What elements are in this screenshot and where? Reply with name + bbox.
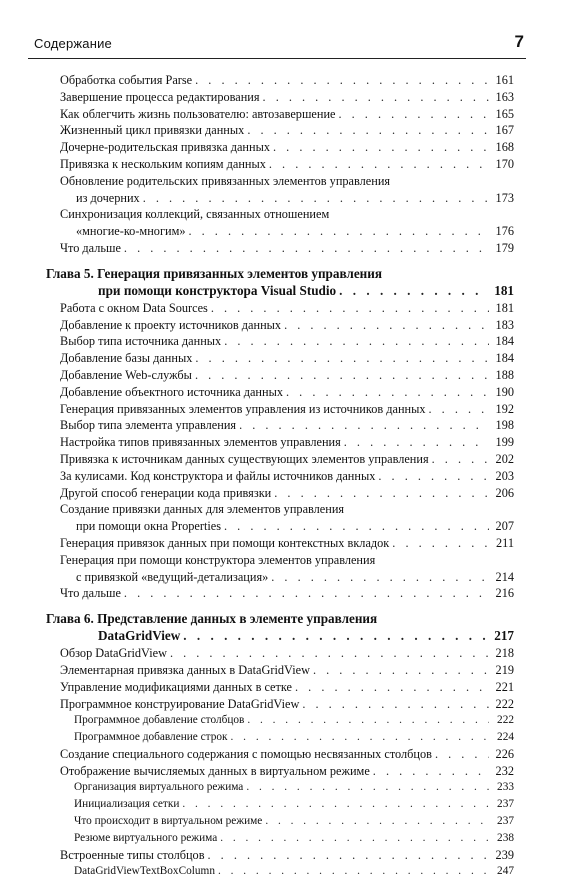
toc-entry-multiline[interactable] [60, 173, 514, 207]
toc-continued-entries [60, 72, 514, 257]
toc-entry-title: Другой способ генерации кода привязки [60, 485, 272, 500]
toc-entry-title: Настройка типов привязанных элементов управления [60, 435, 341, 450]
toc-page-number: 222 [497, 714, 514, 727]
toc-entry-title: Элементарная привязка данных в DataGridView [60, 662, 310, 677]
toc-page-number: 222 [495, 696, 514, 711]
toc-page-number: 190 [495, 384, 514, 399]
chapter-6-entries [60, 645, 514, 880]
toc-subentry[interactable] [60, 712, 514, 729]
toc-page-number: 247 [497, 865, 514, 878]
toc-entry[interactable] [60, 535, 514, 552]
toc-entry-continuation [60, 518, 514, 535]
leader-dots [247, 712, 489, 729]
toc-entry[interactable] [60, 847, 514, 864]
leader-dots [208, 847, 489, 864]
toc-page-number: 167 [495, 123, 514, 138]
leader-dots [273, 139, 489, 156]
toc-entry[interactable] [60, 72, 514, 89]
leader-dots [143, 190, 489, 207]
leader-dots [435, 746, 489, 763]
toc-page-number: 163 [495, 89, 514, 104]
toc-entry[interactable] [60, 662, 514, 679]
toc-page-number: 192 [495, 401, 514, 416]
toc-entry-title: Обзор DataGridView [60, 646, 167, 661]
leader-dots [124, 240, 489, 257]
toc-entry[interactable] [60, 434, 514, 451]
toc-entry-continuation [60, 569, 514, 586]
toc-entry-title: Создание специального содержания с помощью несвязанных столбцов [60, 746, 432, 761]
leader-dots [220, 830, 489, 847]
toc-entry-title: Выбор типа источника данных [60, 334, 222, 349]
toc-page-number: 168 [495, 140, 514, 155]
leader-dots [211, 300, 489, 317]
toc-subentry[interactable] [60, 830, 514, 847]
toc-page-number: 173 [495, 190, 514, 205]
toc-page-number: 179 [495, 240, 514, 255]
toc-page-number: 221 [495, 679, 514, 694]
toc-page-number: 188 [495, 367, 514, 382]
toc-entry-title: Добавление к проекту источников данных [60, 317, 282, 332]
toc-entry-title: Управление модификациями данных в сетке [60, 679, 293, 694]
toc-entry[interactable] [60, 468, 514, 485]
leader-dots [231, 729, 489, 746]
page-number: 7 [514, 32, 524, 51]
toc-page-number: 199 [495, 435, 514, 450]
toc-entry[interactable] [60, 696, 514, 713]
leader-dots [295, 679, 489, 696]
chapter-5-entries [60, 300, 514, 602]
toc-entry[interactable] [60, 417, 514, 434]
toc-page-number: 214 [495, 569, 514, 584]
leader-dots [271, 569, 489, 586]
leader-dots [224, 518, 489, 535]
toc-entry-title: Добавление Web-службы [60, 367, 192, 382]
toc-entry[interactable] [60, 384, 514, 401]
leader-dots [302, 696, 489, 713]
toc-entry[interactable] [60, 300, 514, 317]
toc-entry-title: Жизненный цикл привязки данных [60, 123, 245, 138]
toc-page-number: 211 [496, 535, 514, 550]
toc-entry-title: Привязка к источникам данных существующих элементов управления [60, 451, 429, 466]
toc-entry-title: Выбор типа элемента управления [60, 418, 237, 433]
chapter-title-continued: при помощи конструктора Visual Studio [98, 282, 337, 298]
toc-entry[interactable] [60, 89, 514, 106]
toc-entry-title: Программное добавление столбцов [74, 714, 245, 727]
chapter-5-heading[interactable] [46, 265, 514, 299]
toc-entry-title: Генерация привязок данных при помощи контекстных вкладок [60, 535, 390, 550]
leader-dots [239, 417, 489, 434]
toc-entry-title: Что происходит в виртуальном режиме [74, 815, 263, 828]
chapter-page-number: 181 [494, 282, 514, 298]
toc-entry-continuation [60, 190, 514, 207]
toc-subentry[interactable] [60, 779, 514, 796]
toc-entry-title: Синхронизация коллекций, связанных отношением [60, 207, 330, 222]
leader-dots [124, 585, 489, 602]
toc-page-number: 170 [495, 156, 514, 171]
toc-page-number: 176 [495, 224, 514, 239]
toc-entry[interactable] [60, 401, 514, 418]
chapter-title: Глава 6. Представление данных в элементе управления [46, 611, 378, 627]
leader-dots [263, 89, 489, 106]
toc-entry-multiline[interactable] [60, 206, 514, 240]
toc-entry[interactable] [60, 451, 514, 468]
toc-entry-title: Привязка к нескольким копиям данных [60, 156, 266, 171]
toc-page-number: 224 [497, 731, 514, 744]
leader-dots [183, 627, 489, 644]
toc-entry[interactable] [60, 485, 514, 502]
leader-dots [195, 350, 489, 367]
toc-page-number: 203 [495, 468, 514, 483]
leader-dots [284, 317, 489, 334]
toc-entry-title: Добавление базы данных [60, 351, 193, 366]
chapter-title-continued: DataGridView [98, 628, 181, 644]
toc-entry-title: Добавление объектного источника данных [60, 384, 284, 399]
chapter-page-number: 217 [494, 628, 514, 644]
toc-entry-title: Генерация при помощи конструктора элементов управления [60, 552, 376, 567]
toc-page-number: 233 [497, 781, 514, 794]
leader-dots [269, 156, 489, 173]
toc-entry-title: Резюме виртуального режима [74, 831, 218, 844]
leader-dots [432, 451, 489, 468]
toc-entry-title: Инициализация сетки [74, 798, 180, 811]
toc-entry-title: Создание привязки данных для элементов управления [60, 502, 345, 517]
toc-entry[interactable] [60, 240, 514, 257]
toc-entry[interactable] [60, 585, 514, 602]
toc-entry-title: Обработка события Parse [60, 73, 193, 87]
leader-dots [246, 779, 489, 796]
toc-entry-title: Организация виртуального режима [74, 781, 244, 794]
leader-dots [339, 282, 489, 299]
toc-entry-title: Что дальше [60, 240, 121, 255]
toc-entry-title: из дочерних [76, 190, 140, 205]
chapter-title: Глава 5. Генерация привязанных элементов управления [46, 265, 383, 281]
toc-page-number: 219 [495, 662, 514, 677]
leader-dots [392, 535, 489, 552]
toc-entry-title: DataGridViewTextBoxColumn [74, 865, 215, 878]
toc-page-number: 218 [495, 646, 514, 661]
leader-dots [313, 662, 489, 679]
toc-page-number: 207 [495, 519, 514, 534]
toc-subentry[interactable] [60, 863, 514, 880]
toc-entry-title: Программное конструирование DataGridView [60, 696, 300, 711]
table-of-contents [46, 72, 514, 880]
toc-page-number: 181 [495, 300, 514, 315]
toc-entry[interactable] [60, 746, 514, 763]
toc-entry[interactable] [60, 333, 514, 350]
toc-page-number: 184 [495, 351, 514, 366]
toc-page-number: 216 [495, 586, 514, 601]
toc-entry-title: при помощи окна Properties [76, 519, 222, 534]
toc-entry[interactable] [60, 317, 514, 334]
section-title: Содержание [34, 36, 112, 51]
toc-subentry[interactable] [60, 796, 514, 813]
leader-dots [378, 468, 489, 485]
toc-entry-multiline[interactable] [60, 501, 514, 535]
chapter-6-heading[interactable] [46, 610, 514, 644]
toc-page-number: 232 [495, 763, 514, 778]
toc-page-number: 226 [495, 746, 514, 761]
toc-entry[interactable] [60, 106, 514, 123]
chapter-title-line [46, 282, 514, 299]
toc-page-number: 237 [497, 798, 514, 811]
toc-entry-title: «многие-ко-многим» [76, 224, 186, 239]
toc-entry[interactable] [60, 679, 514, 696]
running-header [28, 28, 526, 59]
toc-page-number: 206 [495, 485, 514, 500]
leader-dots [170, 645, 489, 662]
toc-entry-title: Дочерне-родительская привязка данных [60, 140, 271, 155]
leader-dots [224, 333, 489, 350]
toc-entry-title: Работа с окном Data Sources [60, 300, 208, 315]
toc-page-number: 161 [495, 73, 514, 87]
toc-page-number: 198 [495, 418, 514, 433]
leader-dots [344, 434, 489, 451]
toc-entry[interactable] [60, 156, 514, 173]
toc-entry-title: Обновление родительских привязанных элементов управления [60, 173, 391, 188]
leader-dots [429, 401, 489, 418]
leader-dots [339, 106, 490, 123]
toc-entry-continuation [60, 223, 514, 240]
toc-entry[interactable] [60, 139, 514, 156]
toc-page-number: 239 [495, 847, 514, 862]
leader-dots [218, 863, 489, 880]
leader-dots [182, 796, 489, 813]
toc-entry-title: Отображение вычисляемых данных в виртуальном режиме [60, 763, 370, 778]
toc-page-number: 184 [495, 334, 514, 349]
toc-page-number: 237 [497, 815, 514, 828]
leader-dots [274, 485, 489, 502]
leader-dots [247, 122, 489, 139]
toc-entry-title: Завершение процесса редактирования [60, 89, 260, 104]
toc-entry[interactable] [60, 122, 514, 139]
toc-subentry[interactable] [60, 729, 514, 746]
leader-dots [373, 763, 489, 780]
toc-entry[interactable] [60, 367, 514, 384]
toc-entry-title: Генерация привязанных элементов управления из источников данных [60, 401, 426, 416]
toc-entry-title: За кулисами. Код конструктора и файлы источников данных [60, 468, 376, 483]
leader-dots [195, 367, 489, 384]
toc-entry-multiline[interactable] [60, 552, 514, 586]
toc-entry[interactable] [60, 645, 514, 662]
toc-entry[interactable] [60, 350, 514, 367]
leader-dots [195, 72, 489, 89]
chapter-title-line [46, 627, 514, 644]
toc-subentry[interactable] [60, 813, 514, 830]
toc-page-number: 183 [495, 317, 514, 332]
toc-entry-title: Программное добавление строк [74, 731, 228, 744]
toc-page-number: 202 [495, 451, 514, 466]
toc-page-number: 165 [495, 106, 514, 121]
toc-entry-title: Как облегчить жизнь пользователю: автозавершение [60, 106, 336, 121]
leader-dots [189, 223, 490, 240]
toc-page-number: 238 [497, 831, 514, 844]
toc-entry-title: с привязкой «ведущий-детализация» [76, 569, 269, 584]
leader-dots [286, 384, 489, 401]
leader-dots [265, 813, 489, 830]
toc-entry[interactable] [60, 763, 514, 780]
toc-entry-title: Встроенные типы столбцов [60, 847, 205, 862]
toc-entry-title: Что дальше [60, 586, 121, 601]
